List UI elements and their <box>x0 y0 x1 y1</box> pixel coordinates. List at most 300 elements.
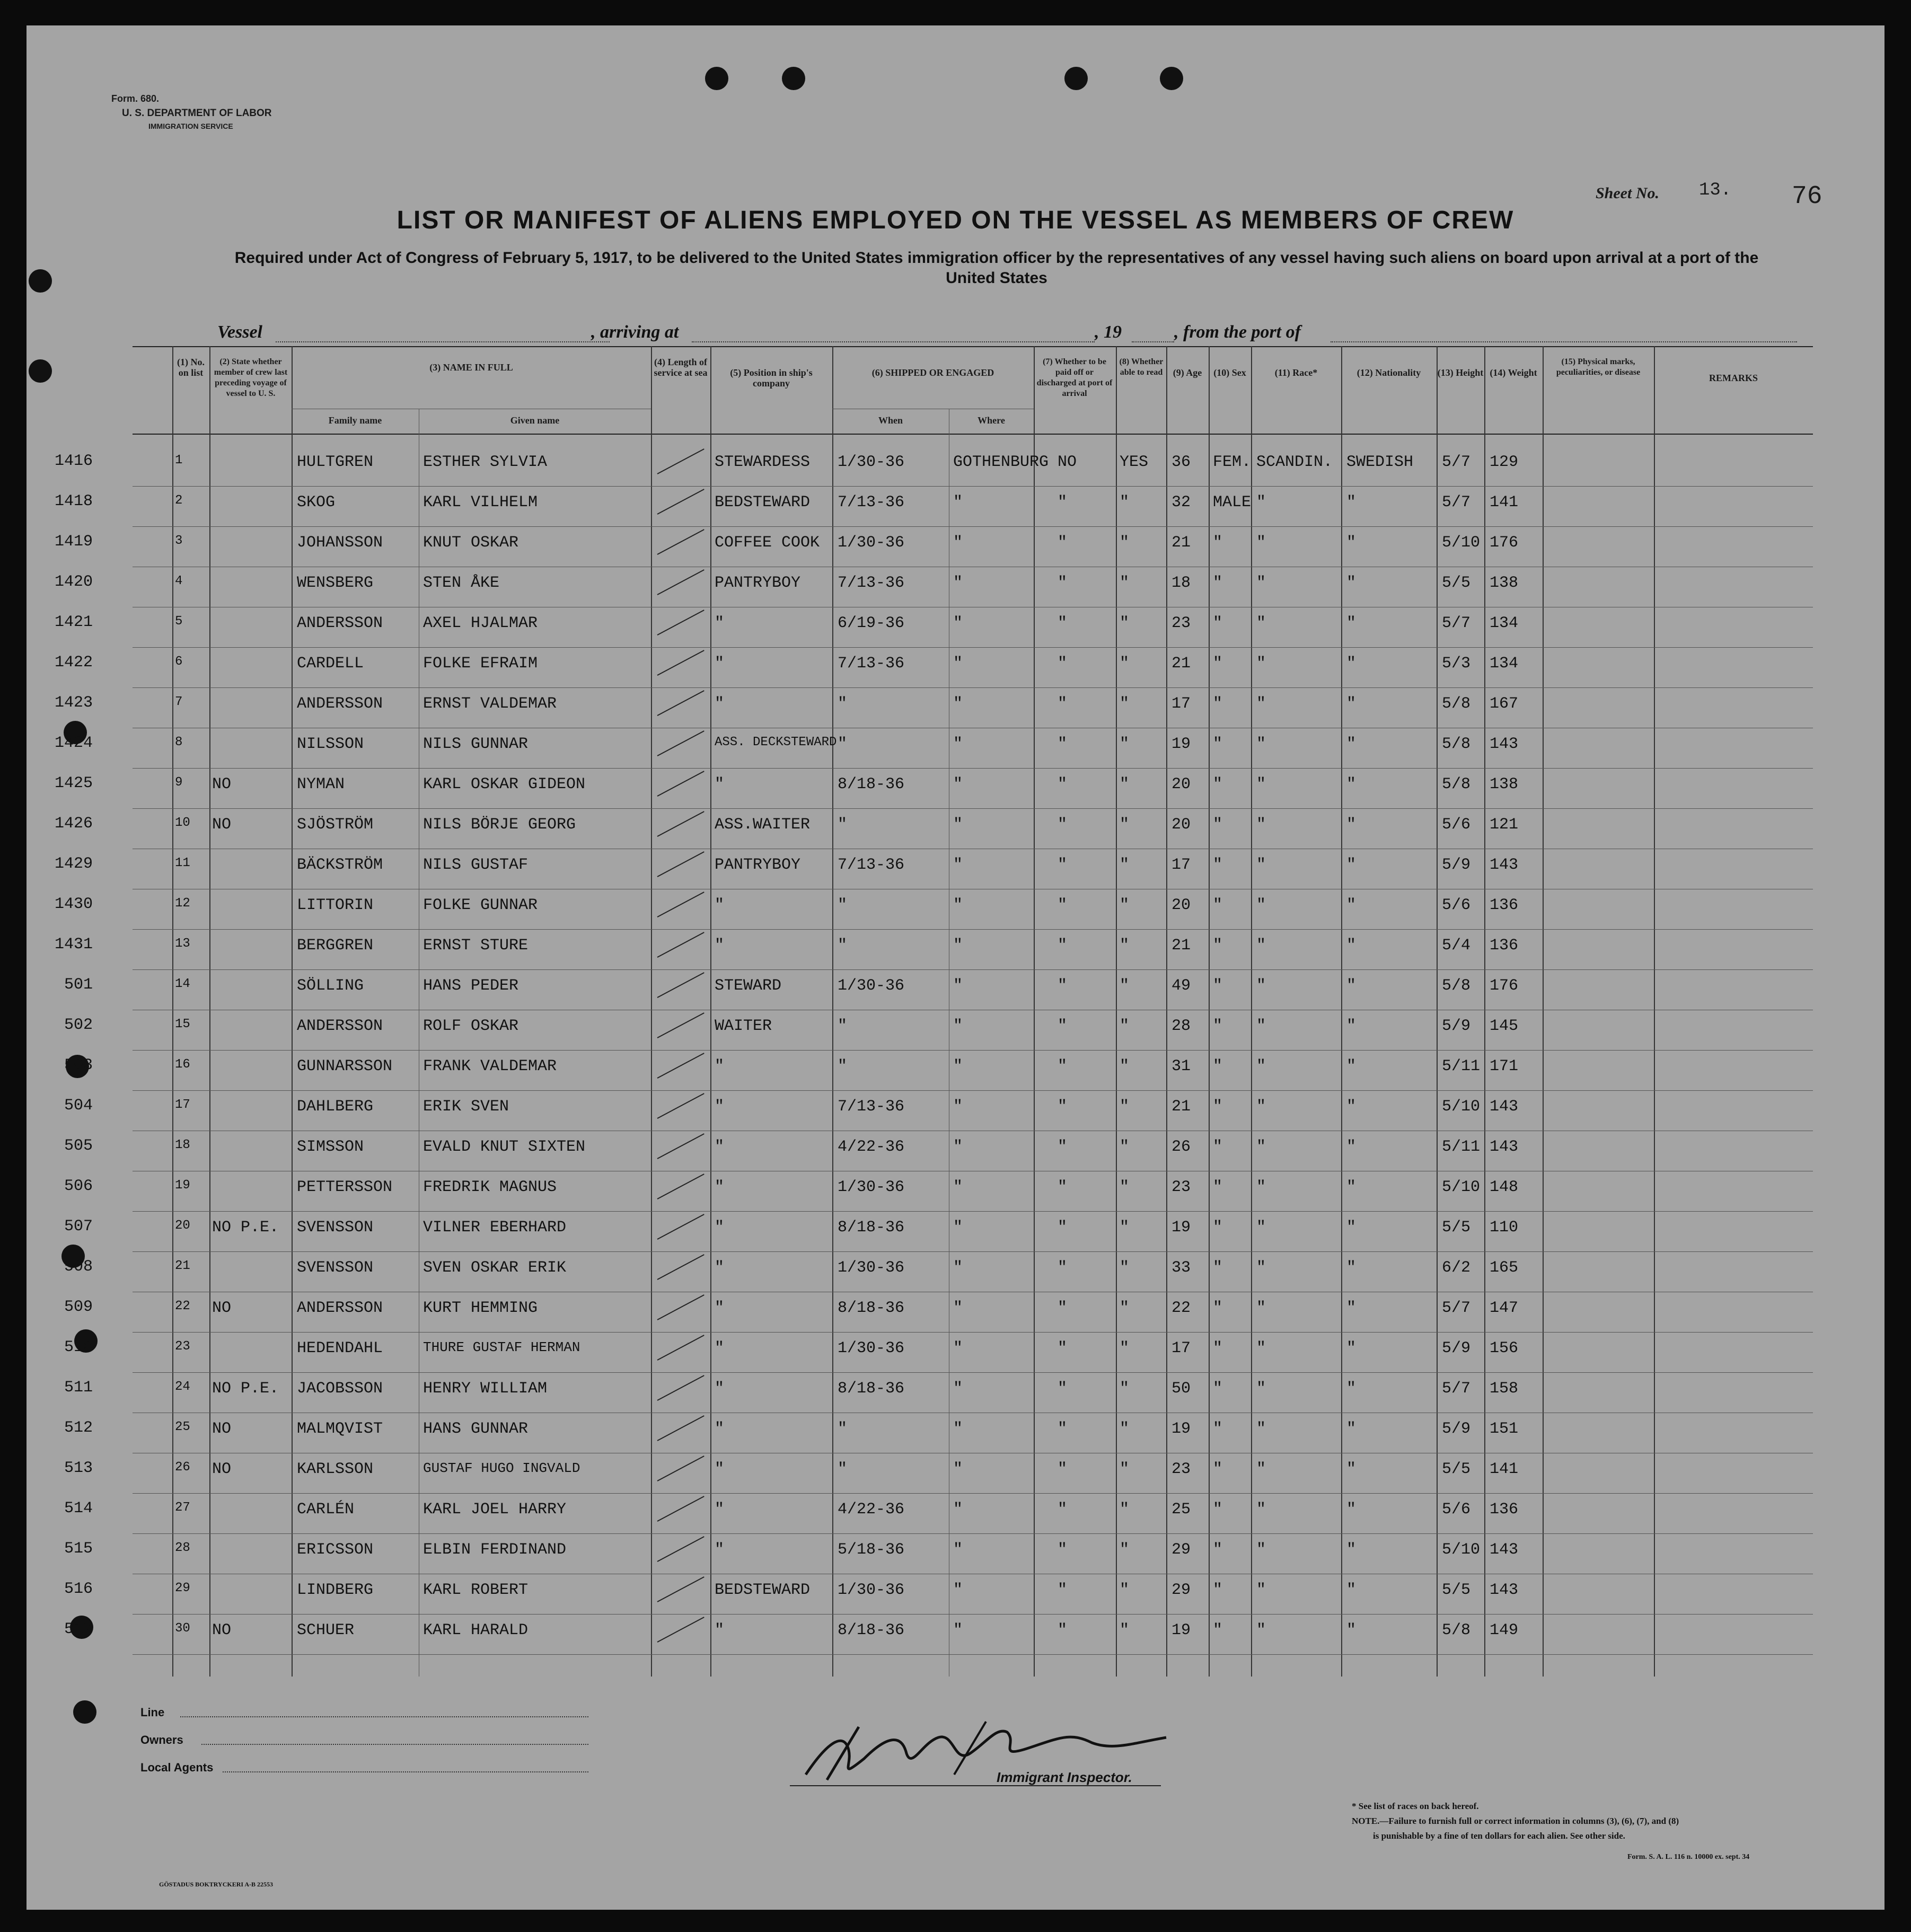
row-ledger-number: 1423 <box>54 694 93 712</box>
cell-nationality: " <box>1346 493 1357 511</box>
cell-shipped-where: " <box>953 937 963 955</box>
cell-nationality: " <box>1346 1017 1357 1035</box>
row-ledger-number: 505 <box>64 1137 93 1155</box>
cell-age: 18 <box>1172 574 1191 592</box>
cell-age: 33 <box>1172 1259 1191 1277</box>
row-ledger-number: 508 <box>64 1258 93 1276</box>
cell-paid-off: " <box>1058 1501 1068 1519</box>
punch-hole <box>29 269 52 293</box>
cell-weight: 141 <box>1490 1460 1519 1478</box>
row-divider <box>133 808 1813 809</box>
cell-given-name: KARL JOEL HARRY <box>423 1501 567 1519</box>
cell-sex: " <box>1213 1178 1223 1196</box>
cell-list-no: 13 <box>175 937 190 951</box>
cell-weight: 156 <box>1490 1339 1519 1357</box>
row-divider <box>133 1372 1813 1373</box>
row-divider <box>133 647 1813 648</box>
cell-family-name: LINDBERG <box>297 1581 374 1599</box>
cell-list-no: 27 <box>175 1501 190 1515</box>
cell-paid-off: " <box>1058 1299 1068 1317</box>
cell-race: " <box>1256 1420 1266 1438</box>
cell-race: " <box>1256 1460 1266 1478</box>
cell-sex: " <box>1213 937 1223 955</box>
cell-able-to-read: " <box>1120 614 1130 632</box>
cell-position: " <box>715 1460 725 1478</box>
col-when: When <box>878 415 903 426</box>
row-ledger-number: 1419 <box>54 533 93 551</box>
cell-age: 31 <box>1172 1057 1191 1075</box>
cell-race: " <box>1256 937 1266 955</box>
cell-shipped-when: 8/18-36 <box>838 1219 905 1237</box>
row-ledger-number: 509 <box>64 1298 93 1316</box>
cell-shipped-when: 7/13-36 <box>838 1098 905 1116</box>
row-divider <box>133 1332 1813 1333</box>
cell-nationality: " <box>1346 655 1357 673</box>
row-ledger-number: 1425 <box>54 774 93 792</box>
cell-shipped-where: " <box>953 493 963 511</box>
cell-able-to-read: " <box>1120 937 1130 955</box>
service-slash-mark <box>657 811 704 837</box>
cell-previous-voyage: NO <box>212 1299 232 1317</box>
cell-list-no: 15 <box>175 1017 190 1031</box>
cell-shipped-where: " <box>953 534 963 552</box>
row-ledger-number: 516 <box>64 1580 93 1598</box>
cell-age: 22 <box>1172 1299 1191 1317</box>
cell-weight: 143 <box>1490 1098 1519 1116</box>
cell-sex: " <box>1213 1420 1223 1438</box>
cell-sex: " <box>1213 856 1223 874</box>
cell-family-name: ANDERSSON <box>297 695 383 713</box>
cell-weight: 136 <box>1490 896 1519 914</box>
cell-family-name: SÖLLING <box>297 977 364 995</box>
cell-paid-off: " <box>1058 1621 1068 1639</box>
cell-age: 23 <box>1172 1460 1191 1478</box>
cell-position: " <box>715 1299 725 1317</box>
cell-sex: " <box>1213 574 1223 592</box>
col-position: (5) Position in ship's company <box>730 367 813 389</box>
cell-shipped-where: GOTHENBURG <box>953 453 1049 471</box>
cell-height: 5/11 <box>1442 1138 1481 1156</box>
cell-paid-off: " <box>1058 1581 1068 1599</box>
cell-position: " <box>715 1339 725 1357</box>
cell-able-to-read: " <box>1120 1178 1130 1196</box>
service-slash-mark <box>657 1335 704 1361</box>
cell-race: " <box>1256 735 1266 753</box>
row-ledger-number: 515 <box>64 1540 93 1558</box>
cell-able-to-read: " <box>1120 775 1130 793</box>
cell-weight: 110 <box>1490 1219 1519 1237</box>
cell-list-no: 5 <box>175 614 183 629</box>
row-ledger-number: 1429 <box>54 855 93 873</box>
cell-given-name: AXEL HJALMAR <box>423 614 538 632</box>
cell-shipped-when: 1/30-36 <box>838 977 905 995</box>
cell-list-no: 7 <box>175 695 183 709</box>
cell-family-name: NILSSON <box>297 735 364 753</box>
service-slash-mark <box>657 972 704 998</box>
cell-weight: 138 <box>1490 574 1519 592</box>
cell-sex: " <box>1213 655 1223 673</box>
cell-position: ASS. DECKSTEWARD <box>715 735 837 749</box>
cell-paid-off: " <box>1058 775 1068 793</box>
cell-age: 21 <box>1172 534 1191 552</box>
cell-shipped-where: " <box>953 655 963 673</box>
cell-given-name: VILNER EBERHARD <box>423 1219 567 1237</box>
punch-hole <box>705 67 728 90</box>
cell-age: 17 <box>1172 856 1191 874</box>
cell-given-name: THURE GUSTAF HERMAN <box>423 1339 580 1355</box>
cell-family-name: GUNNARSSON <box>297 1057 393 1075</box>
cell-race: " <box>1256 1017 1266 1035</box>
cell-list-no: 6 <box>175 655 183 669</box>
col-sex: (10) Sex <box>1213 367 1246 378</box>
col-paid-off: (7) Whether to be paid off or discharged at port of arrival <box>1036 357 1113 398</box>
sheet-label: Sheet No. <box>1596 184 1659 202</box>
cell-age: 36 <box>1172 453 1191 471</box>
cell-paid-off: " <box>1058 534 1068 552</box>
cell-age: 20 <box>1172 896 1191 914</box>
row-divider <box>133 687 1813 688</box>
cell-nationality: " <box>1346 1501 1357 1519</box>
cell-paid-off: NO <box>1058 453 1077 471</box>
cell-list-no: 2 <box>175 493 183 508</box>
cell-given-name: FOLKE EFRAIM <box>423 655 538 673</box>
cell-position: " <box>715 1178 725 1196</box>
cell-family-name: NYMAN <box>297 775 345 793</box>
cell-shipped-where: " <box>953 695 963 713</box>
cell-list-no: 20 <box>175 1219 190 1233</box>
service-slash-mark <box>657 1536 704 1562</box>
cell-position: " <box>715 1057 725 1075</box>
cell-shipped-when: 4/22-36 <box>838 1138 905 1156</box>
cell-given-name: ERIK SVEN <box>423 1098 509 1116</box>
punch-hole <box>782 67 805 90</box>
cell-sex: " <box>1213 1581 1223 1599</box>
from-port-label: , from the port of <box>1174 322 1301 342</box>
cell-nationality: " <box>1346 1380 1357 1398</box>
col-no-on-list: (1) No. on list <box>177 357 205 378</box>
row-ledger-number: 511 <box>64 1379 93 1397</box>
cell-weight: 176 <box>1490 534 1519 552</box>
cell-sex: " <box>1213 896 1223 914</box>
cell-nationality: " <box>1346 1621 1357 1639</box>
cell-position: " <box>715 1259 725 1277</box>
cell-height: 5/6 <box>1442 816 1471 834</box>
row-divider <box>133 1090 1813 1091</box>
cell-height: 5/4 <box>1442 937 1471 955</box>
cell-shipped-when: 6/19-36 <box>838 614 905 632</box>
col-physical-marks: (15) Physical marks, peculiarities, or disease <box>1556 357 1641 377</box>
col-family-name: Family name <box>328 415 382 426</box>
year-label: , 19 <box>1095 322 1122 342</box>
cell-sex: " <box>1213 614 1223 632</box>
cell-list-no: 30 <box>175 1621 190 1636</box>
cell-height: 5/9 <box>1442 1339 1471 1357</box>
row-ledger-number: 507 <box>64 1218 93 1236</box>
cell-sex: " <box>1213 1621 1223 1639</box>
arriving-label: , arriving at <box>591 322 679 342</box>
row-divider <box>133 1533 1813 1534</box>
cell-list-no: 8 <box>175 735 183 749</box>
cell-shipped-where: " <box>953 977 963 995</box>
cell-paid-off: " <box>1058 574 1068 592</box>
cell-position: " <box>715 1098 725 1116</box>
cell-nationality: " <box>1346 1581 1357 1599</box>
cell-family-name: SKOG <box>297 493 336 511</box>
cell-shipped-where: " <box>953 574 963 592</box>
manifest-sheet <box>27 25 1884 1910</box>
cell-given-name: ERNST STURE <box>423 937 529 955</box>
col-nationality: (12) Nationality <box>1357 367 1421 378</box>
local-agents-field <box>223 1770 588 1772</box>
col-able-to-read: (8) Whether able to read <box>1119 357 1164 377</box>
cell-given-name: FOLKE GUNNAR <box>423 896 538 914</box>
cell-race: " <box>1256 493 1266 511</box>
cell-position: BEDSTEWARD <box>715 493 811 511</box>
cell-shipped-where: " <box>953 1017 963 1035</box>
cell-nationality: " <box>1346 816 1357 834</box>
cell-position: " <box>715 1501 725 1519</box>
cell-sex: " <box>1213 816 1223 834</box>
cell-paid-off: " <box>1058 1219 1068 1237</box>
cell-able-to-read: " <box>1120 1460 1130 1478</box>
local-agents-label: Local Agents <box>140 1761 214 1774</box>
cell-position: " <box>715 614 725 632</box>
cell-able-to-read: " <box>1120 1138 1130 1156</box>
cell-paid-off: " <box>1058 1098 1068 1116</box>
cell-given-name: EVALD KNUT SIXTEN <box>423 1138 586 1156</box>
cell-paid-off: " <box>1058 1057 1068 1075</box>
cell-family-name: CARDELL <box>297 655 364 673</box>
service-slash-mark <box>657 650 704 676</box>
cell-family-name: HEDENDAHL <box>297 1339 383 1357</box>
cell-height: 5/8 <box>1442 695 1471 713</box>
cell-height: 5/9 <box>1442 856 1471 874</box>
cell-shipped-where: " <box>953 775 963 793</box>
cell-height: 5/9 <box>1442 1017 1471 1035</box>
cell-family-name: SJÖSTRÖM <box>297 816 374 834</box>
cell-age: 21 <box>1172 937 1191 955</box>
cell-able-to-read: " <box>1120 655 1130 673</box>
cell-shipped-when: " <box>838 896 848 914</box>
service-slash-mark <box>657 489 704 515</box>
cell-shipped-where: " <box>953 1098 963 1116</box>
cell-position: " <box>715 1420 725 1438</box>
service-slash-mark <box>657 1053 704 1079</box>
cell-able-to-read: " <box>1120 1380 1130 1398</box>
cell-paid-off: " <box>1058 1339 1068 1357</box>
cell-weight: 138 <box>1490 775 1519 793</box>
cell-age: 49 <box>1172 977 1191 995</box>
cell-weight: 151 <box>1490 1420 1519 1438</box>
cell-weight: 171 <box>1490 1057 1519 1075</box>
cell-shipped-when: 7/13-36 <box>838 493 905 511</box>
cell-position: PANTRYBOY <box>715 574 801 592</box>
cell-height: 5/10 <box>1442 1178 1481 1196</box>
cell-sex: " <box>1213 1219 1223 1237</box>
cell-age: 20 <box>1172 816 1191 834</box>
cell-given-name: KARL HARALD <box>423 1621 529 1639</box>
crew-table <box>54 346 1813 1677</box>
cell-shipped-where: " <box>953 1621 963 1639</box>
cell-family-name: HULTGREN <box>297 453 374 471</box>
cell-race: " <box>1256 775 1266 793</box>
cell-position: STEWARDESS <box>715 453 811 471</box>
cell-shipped-when: " <box>838 1057 848 1075</box>
cell-weight: 176 <box>1490 977 1519 995</box>
row-divider <box>133 768 1813 769</box>
row-ledger-number: 512 <box>64 1419 93 1437</box>
cell-position: " <box>715 695 725 713</box>
row-ledger-number: 1430 <box>54 895 93 913</box>
cell-height: 5/11 <box>1442 1057 1481 1075</box>
col-height: (13) Height <box>1437 367 1484 378</box>
cell-height: 5/7 <box>1442 453 1471 471</box>
service-slash-mark <box>657 529 704 555</box>
row-ledger-number: 1420 <box>54 573 93 591</box>
cell-shipped-where: " <box>953 1380 963 1398</box>
cell-nationality: " <box>1346 735 1357 753</box>
cell-position: " <box>715 1380 725 1398</box>
cell-position: ASS.WAITER <box>715 816 811 834</box>
cell-nationality: " <box>1346 614 1357 632</box>
cell-shipped-when: " <box>838 937 848 955</box>
cell-shipped-where: " <box>953 735 963 753</box>
cell-age: 19 <box>1172 1420 1191 1438</box>
service-slash-mark <box>657 730 704 756</box>
cell-position: COFFEE COOK <box>715 534 820 552</box>
cell-nationality: " <box>1346 574 1357 592</box>
cell-height: 5/8 <box>1442 1621 1471 1639</box>
cell-position: " <box>715 655 725 673</box>
owners-field <box>201 1743 588 1745</box>
cell-list-no: 29 <box>175 1581 190 1595</box>
cell-paid-off: " <box>1058 1541 1068 1559</box>
cell-list-no: 24 <box>175 1380 190 1394</box>
cell-race: SCANDIN. <box>1256 453 1333 471</box>
cell-position: " <box>715 1219 725 1237</box>
cell-nationality: " <box>1346 1541 1357 1559</box>
cell-sex: FEM. <box>1213 453 1252 471</box>
cell-sex: " <box>1213 1017 1223 1035</box>
row-divider <box>133 929 1813 930</box>
form-footer: Form. S. A. L. 116 n. 10000 ex. sept. 34 <box>1627 1853 1750 1861</box>
cell-shipped-when: 1/30-36 <box>838 1178 905 1196</box>
cell-height: 5/5 <box>1442 1460 1471 1478</box>
service-slash-mark <box>657 1254 704 1280</box>
service-slash-mark <box>657 1214 704 1240</box>
service-slash-mark <box>657 1294 704 1320</box>
cell-height: 5/7 <box>1442 493 1471 511</box>
col-age: (9) Age <box>1173 367 1202 378</box>
cell-shipped-when: 4/22-36 <box>838 1501 905 1519</box>
cell-family-name: PETTERSSON <box>297 1178 393 1196</box>
row-divider <box>133 1614 1813 1615</box>
cell-race: " <box>1256 1581 1266 1599</box>
cell-paid-off: " <box>1058 1460 1068 1478</box>
cell-race: " <box>1256 1259 1266 1277</box>
cell-weight: 148 <box>1490 1178 1519 1196</box>
cell-shipped-where: " <box>953 1057 963 1075</box>
cell-height: 5/5 <box>1442 1581 1471 1599</box>
cell-given-name: HENRY WILLIAM <box>423 1380 548 1398</box>
cell-nationality: " <box>1346 775 1357 793</box>
service-name: IMMIGRATION SERVICE <box>148 122 233 130</box>
cell-given-name: FRANK VALDEMAR <box>423 1057 557 1075</box>
row-divider <box>133 526 1813 527</box>
cell-height: 5/10 <box>1442 1541 1481 1559</box>
cell-position: " <box>715 1138 725 1156</box>
arriving-field <box>692 340 1095 342</box>
cell-age: 50 <box>1172 1380 1191 1398</box>
cell-list-no: 22 <box>175 1299 190 1313</box>
col-name-in-full: (3) NAME IN FULL <box>429 362 513 373</box>
cell-able-to-read: " <box>1120 1339 1130 1357</box>
service-slash-mark <box>657 1012 704 1038</box>
cell-nationality: SWEDISH <box>1346 453 1414 471</box>
cell-weight: 143 <box>1490 856 1519 874</box>
cell-given-name: KARL ROBERT <box>423 1581 529 1599</box>
service-slash-mark <box>657 569 704 595</box>
punch-hole <box>1160 67 1183 90</box>
service-slash-mark <box>657 690 704 716</box>
cell-shipped-where: " <box>953 1259 963 1277</box>
cell-shipped-when: 8/18-36 <box>838 1380 905 1398</box>
cell-sex: " <box>1213 534 1223 552</box>
cell-given-name: NILS BÖRJE GEORG <box>423 816 576 834</box>
cell-age: 29 <box>1172 1541 1191 1559</box>
col-weight: (14) Weight <box>1490 367 1537 378</box>
cell-race: " <box>1256 896 1266 914</box>
cell-height: 5/10 <box>1442 534 1481 552</box>
cell-paid-off: " <box>1058 937 1068 955</box>
cell-previous-voyage: NO <box>212 1460 232 1478</box>
cell-age: 20 <box>1172 775 1191 793</box>
cell-nationality: " <box>1346 1178 1357 1196</box>
cell-position: WAITER <box>715 1017 772 1035</box>
cell-sex: " <box>1213 1501 1223 1519</box>
cell-shipped-when: 5/18-36 <box>838 1541 905 1559</box>
from-port-field <box>1331 340 1797 342</box>
cell-weight: 143 <box>1490 1581 1519 1599</box>
cell-given-name: KARL OSKAR GIDEON <box>423 775 586 793</box>
cell-family-name: WENSBERG <box>297 574 374 592</box>
cell-sex: " <box>1213 1259 1223 1277</box>
cell-height: 5/8 <box>1442 977 1471 995</box>
cell-weight: 141 <box>1490 493 1519 511</box>
cell-race: " <box>1256 1501 1266 1519</box>
service-slash-mark <box>657 1576 704 1602</box>
cell-able-to-read: " <box>1120 1219 1130 1237</box>
cell-nationality: " <box>1346 1299 1357 1317</box>
cell-age: 32 <box>1172 493 1191 511</box>
cell-family-name: ANDERSSON <box>297 1017 383 1035</box>
cell-given-name: NILS GUNNAR <box>423 735 529 753</box>
cell-nationality: " <box>1346 1098 1357 1116</box>
cell-able-to-read: " <box>1120 1098 1130 1116</box>
cell-family-name: SCHUER <box>297 1621 355 1639</box>
col-previous-voyage: (2) State whether member of crew last preceding voyage of vessel to U. S. <box>214 357 288 398</box>
cell-shipped-when: 1/30-36 <box>838 1581 905 1599</box>
cell-nationality: " <box>1346 1339 1357 1357</box>
cell-able-to-read: " <box>1120 493 1130 511</box>
cell-shipped-when: " <box>838 735 848 753</box>
cell-paid-off: " <box>1058 856 1068 874</box>
cell-height: 5/8 <box>1442 735 1471 753</box>
cell-given-name: ELBIN FERDINAND <box>423 1541 567 1559</box>
cell-race: " <box>1256 1541 1266 1559</box>
cell-paid-off: " <box>1058 816 1068 834</box>
cell-nationality: " <box>1346 1219 1357 1237</box>
